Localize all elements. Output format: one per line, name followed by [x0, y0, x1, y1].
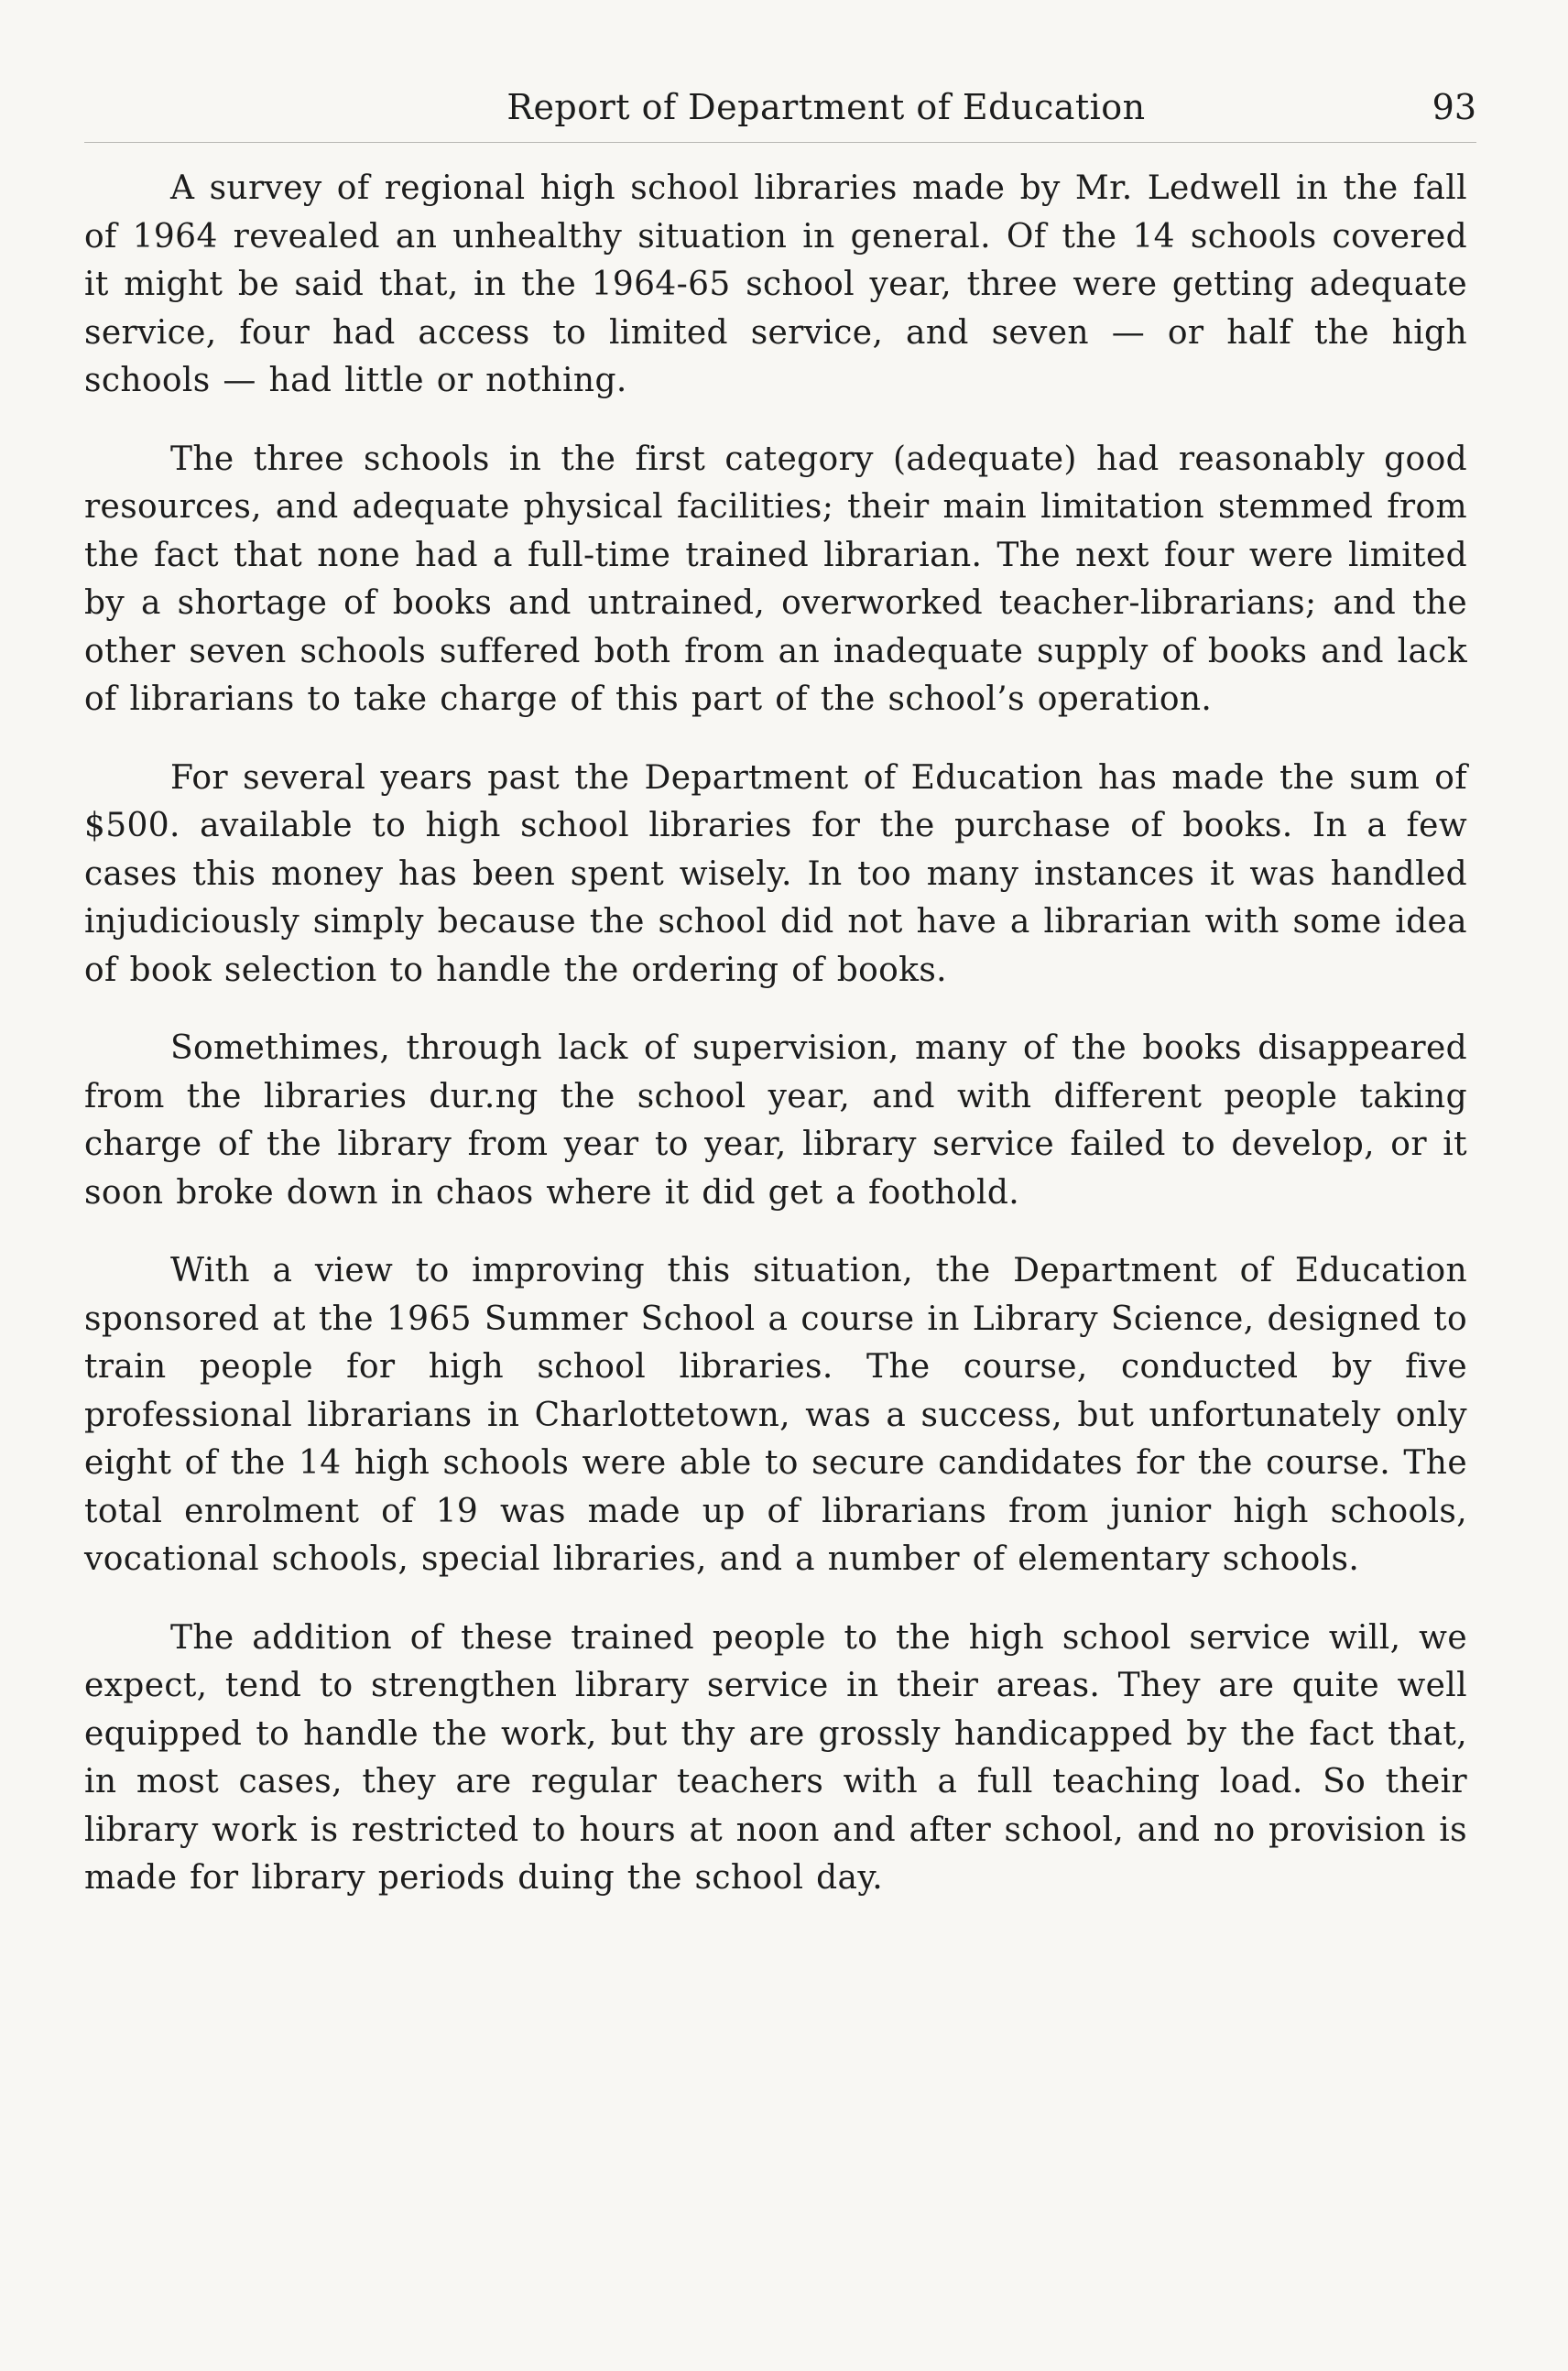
- paragraph-categories: The three schools in the first category (adequate) had reasonably good resources, and adequate physical facilities; their main limitation stemmed from the fact that none had a full-time trained librarian. The next four were limited by a shortage of books and untrained, overworked teacher-librarians; and the other seven schools suffered both from an inadequate supply of books and lack of librarians to take charge of this part of the school’s operation.: [84, 440, 1467, 718]
- page-header: [84, 75, 1476, 139]
- paragraph-survey: A survey of regional high school libraries made by Mr. Ledwell in the fall of 1964 revealed an unhealthy situation in general. Of the 14 schools covered it might be said that, in the 1964-65 school year, three were getting adequate service, four had access to limited service, and seven — or half the high schools — had little or nothing.: [84, 169, 1467, 399]
- page-number: 93: [1432, 87, 1476, 127]
- body-text: [84, 165, 1467, 1933]
- paragraph-summer-course: With a view to improving this situation, the Department of Education sponsored at the 1965 Summer School a course in Library Science, designed to train people for high school libraries. The course, conducted by five professional librarians in Charlottetown, was a success, but unfortunately only eight of the 14 high schools were able to secure candidates for the course. The total enrolment of 19 was made up of librarians from junior high schools, vocational schools, special libraries, and a number of elementary schools.: [84, 1252, 1467, 1578]
- paragraph-supervision: Somethimes, through lack of supervision, many of the books disappeared from the libraries dur.ng the school year, and with different people taking charge of the library from year to year, library service failed to develop, or it soon broke down in chaos where it did get a foothold.: [84, 1029, 1467, 1212]
- running-title: Report of Department of Education: [506, 87, 1146, 127]
- header-rule: [84, 142, 1476, 143]
- paragraph-trained-people: The addition of these trained people to the high school service will, we expect, tend to strengthen library service in their areas. They are quite well equipped to handle the work, but thy are grossly handicapped by the fact that, in most cases, they are regular teachers with a full teaching load. So their library work is restricted to hours at noon and after school, and no provision is made for library periods duing the school day.: [84, 1618, 1467, 1897]
- paragraph-funding: For several years past the Department of Education has made the sum of $500. available to high school libraries for the purchase of books. In a few cases this money has been spent wisely. In too many instances it was handled injudiciously simply because the school did not have a librarian with some idea of book selection to handle the ordering of books.: [84, 758, 1467, 989]
